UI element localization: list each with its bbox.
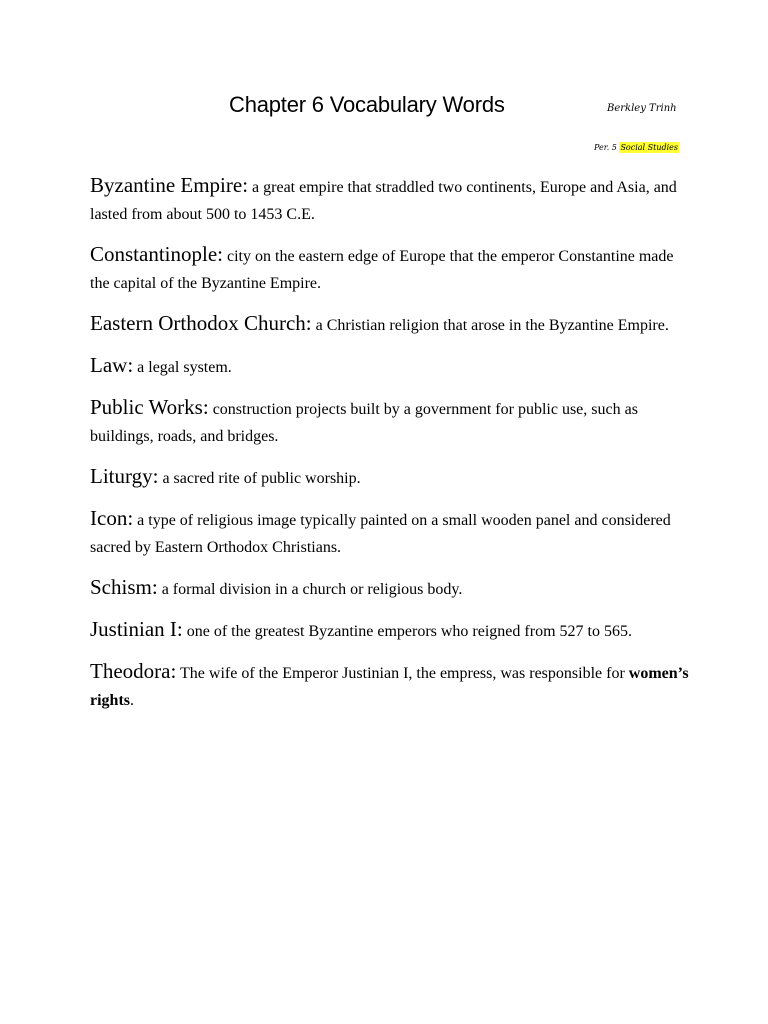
vocab-definition-end: . bbox=[130, 692, 134, 709]
vocab-term: Theodora: bbox=[90, 659, 177, 683]
vocab-entry-justinian bbox=[90, 616, 690, 645]
vocab-definition: The wife of the Emperor Justinian I, the empress, was responsible for bbox=[180, 665, 625, 682]
vocab-entry-theodora bbox=[90, 658, 690, 714]
vocab-definition: a great empire that straddled two continents, Europe and Asia, and lasted from about 500 to 1453 C.E. bbox=[90, 179, 677, 223]
class-period-line bbox=[594, 143, 679, 152]
vocab-definition: a type of religious image typically painted on a small wooden panel and considered sacred by Eastern Orthodox Christians. bbox=[90, 512, 671, 556]
vocab-term: Public Works: bbox=[90, 395, 209, 419]
vocab-definition: a Christian religion that arose in the Byzantine Empire. bbox=[315, 317, 669, 334]
vocab-definition: a formal division in a church or religious body. bbox=[161, 581, 463, 598]
vocab-term: Law: bbox=[90, 353, 134, 377]
vocab-term: Byzantine Empire: bbox=[90, 173, 249, 197]
vocab-term: Liturgy: bbox=[90, 464, 159, 488]
vocab-term: Justinian I: bbox=[90, 617, 183, 641]
vocab-definition: construction projects built by a government for public use, such as buildings, roads, and bridges. bbox=[90, 401, 638, 445]
vocab-term: Icon: bbox=[90, 506, 134, 530]
vocab-term: Constantinople: bbox=[90, 242, 223, 266]
vocab-entry-eastern-orthodox-church bbox=[90, 310, 690, 339]
vocab-entry-schism bbox=[90, 574, 690, 603]
vocab-entry-icon bbox=[90, 505, 690, 561]
vocab-definition: a sacred rite of public worship. bbox=[162, 470, 361, 487]
vocab-term: Eastern Orthodox Church: bbox=[90, 311, 312, 335]
vocabulary-list bbox=[90, 172, 690, 727]
author-name: Berkley Trinh bbox=[607, 103, 677, 114]
vocab-definition: city on the eastern edge of Europe that the emperor Constantine made the capital of the Byzantine Empire. bbox=[90, 248, 674, 292]
period-label: Per. 5 bbox=[594, 143, 617, 152]
vocab-entry-constantinople bbox=[90, 241, 690, 297]
vocab-entry-law bbox=[90, 352, 690, 381]
vocab-entry-public-works bbox=[90, 394, 690, 450]
vocab-definition-bold: women’s rights bbox=[90, 665, 689, 709]
subject-highlight: Social Studies bbox=[620, 143, 679, 152]
vocab-entry-byzantine-empire bbox=[90, 172, 690, 228]
vocab-definition: a legal system. bbox=[137, 359, 232, 376]
page-title: Chapter 6 Vocabulary Words bbox=[229, 92, 505, 117]
vocab-definition: one of the greatest Byzantine emperors who reigned from 527 to 565. bbox=[186, 623, 632, 640]
vocab-entry-liturgy bbox=[90, 463, 690, 492]
vocab-term: Schism: bbox=[90, 575, 158, 599]
